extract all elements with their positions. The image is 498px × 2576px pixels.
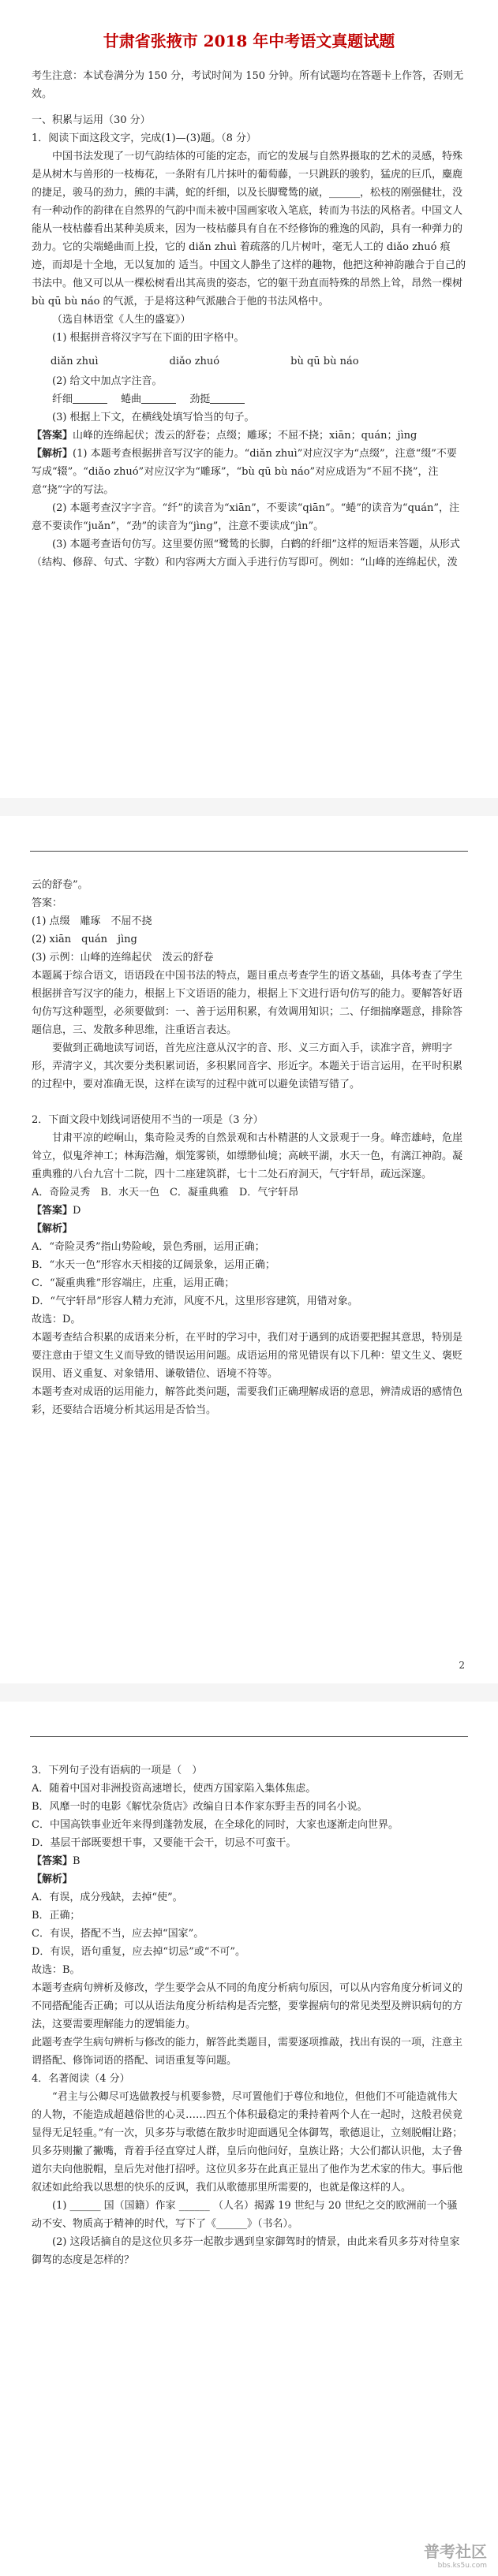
watermark-text: 普考社区 xyxy=(424,2542,487,2561)
pinyin-item: bù qū bù náo xyxy=(290,356,359,367)
sub-question-3: (3) 根据上下文，在横线处填写恰当的句子。 xyxy=(52,412,255,423)
question-2-passage: 甘肃平凉的崆峒山，集奇险灵秀的自然景观和古朴精湛的人文景观于一身。峰峦雄峙，危崖耸立，似鬼斧神工；林海浩瀚，烟笼雾锁，如缥缈仙境；高峡平湖，水天一色，有漓江神韵。凝重典雅的八台九宫十二院，四十二座建筑群，七十二处石府洞天，气宇轩昂，疏远深邃。 xyxy=(32,1132,463,1180)
header-rule xyxy=(30,1736,468,1737)
analysis-text: (2) 本题考查汉字字音。“纤”的读音为“xiān”，不要读“qiān”。“蜷”的读音为“quán”，注意不要读作“juǎn”，“劲”的读音为“jìng”，注意不要读成“jìn”。 xyxy=(32,502,460,532)
explanation-paragraph: 此题考查学生病句辨析与修改的能力，解答此类题目，需要逐项推敲，找出有误的一项，注意主谓搭配、修饰词语的搭配、词语重复等问题。 xyxy=(32,2037,463,2067)
analysis-line: D．“气宇轩昂”形容人精力充沛，风度不凡，这里形容建筑，用错对象。 xyxy=(32,1295,358,1307)
question-3-stem: 3．下列句子没有语病的一项是（ ） xyxy=(32,1765,203,1776)
question-1-stem: 1．阅读下面这段文字，完成(1)—(3)题。（8 分） xyxy=(32,132,257,144)
word-item: 纤细 xyxy=(52,393,73,405)
analysis-line: A．有误，成分残缺，去掉“使”。 xyxy=(32,1892,183,1903)
option-line: A．随着中国对非洲投资高速增长，使西方国家陷入集体焦虑。 xyxy=(32,1783,316,1795)
answer-block xyxy=(32,427,466,445)
analysis-line: C．有误，搭配不当，应去掉“国家”。 xyxy=(32,1928,204,1940)
pinyin-item: diǎo zhuó xyxy=(169,356,220,367)
option-line: C．中国高铁事业近年来得到蓬勃发展，在全球化的同时，大家也逐渐走向世界。 xyxy=(32,1819,399,1831)
pinyin-item: diǎn zhuì xyxy=(51,356,99,367)
header-rule xyxy=(30,851,468,852)
analysis-tag: 【解析】 xyxy=(32,1873,73,1885)
answer-text: 山峰的连绵起伏；泼云的舒卷；点缀；雕琢；不屈不挠；xiān；quán；jìng xyxy=(73,430,417,442)
answer-heading: 答案： xyxy=(32,897,63,909)
site-watermark xyxy=(424,2539,487,2570)
analysis-tag: 【解析】 xyxy=(32,1223,73,1235)
document-page-3 xyxy=(0,1702,498,2576)
answer-tag: 【答案】 xyxy=(32,1855,73,1867)
analysis-block xyxy=(32,1220,466,1238)
explanation-paragraph: 要做到正确地读写词语，首先应注意从汉字的音、形、义三方面入手，读准字音，辨明字形，弄清字义，其次要分类积累词语，多积累同音字、形近字。本题关于语言运用，在平时积累的过程中，要对准确无误，这样在读写的过程中就可以避免读错写错了。 xyxy=(32,1042,463,1090)
analysis-line: C．“凝重典雅”形容端庄，庄重，运用正确； xyxy=(32,1277,235,1289)
analysis-tag: 【解析】 xyxy=(32,448,73,460)
question-4-sub1: (1) ______ 国（国籍）作家 ______ （人名）揭露 19 世纪与 20 世纪之交的欧洲前一个骚动不安、物质高于精神的时代，写下了《______》（书名）。 xyxy=(32,2200,458,2230)
explanation-paragraph: 本题考查病句辨析及修改，学生要学会从不同的角度分析病句原因，可以从内容角度分析词义的不同搭配能否正确；可以从语法角度分析结构是否完整，要掌握病句的常见类型及辨识病句的方法，这要需要理解能力的逻辑能力。 xyxy=(32,1982,463,2030)
section-heading: 一、积累与运用（30 分） xyxy=(32,114,151,126)
question-2-options: A．奇险灵秀 B．水天一色 C．凝重典雅 D．气宇轩昂 xyxy=(32,1187,299,1199)
word-item: 劲挺 xyxy=(189,393,211,405)
question-4-sub2: (2) 这段话摘自的是这位贝多芬一起散步遇到皇家御驾时的情景，由此来看贝多芬对待皇家御驾的态度是怎样的？ xyxy=(32,2236,460,2266)
question-2-stem: 2．下面文段中划线词语使用不当的一项是（3 分） xyxy=(32,1114,264,1126)
analysis-line: B．“水天一色”形容水天相接的辽阔景象，运用正确； xyxy=(32,1259,275,1271)
pinyin-row xyxy=(51,352,466,372)
explanation-paragraph: 本题考查对成语的运用能力，解答此类问题，需要我们正确理解成语的意思，辨清成语的感情色彩，还要结合语境分析其运用是否恰当。 xyxy=(32,1386,463,1416)
analysis-text: (3) 本题考查语句仿写。这里要仿照“鹭鸶的长脚，白鹤的纤细”这样的短语来答题，从形式（结构、修辞、句式、字数）和内容两大方面入手进行仿写即可。例如：“山峰的连绵起伏，泼 xyxy=(32,539,460,569)
answer-blank xyxy=(141,392,176,404)
analysis-block xyxy=(32,445,466,499)
answer-text: D xyxy=(73,1205,81,1217)
result-line: 故选：D。 xyxy=(32,1314,81,1325)
sub-question-2-words xyxy=(32,390,466,408)
explanation-paragraph: 本题属于综合语文，语语段在中国书法的特点，题目重点考查学生的语文基础，具体考查了学生根据拼音写汉字的能力，根据上下文语语的能力，根据上下文进行语句仿写的能力。要解答好语句仿写这种题型，必须要做到：一、善于运用积累，有效调用知识；二、仔细揣摩题意，排除答题信息，三、发散多种思维，注重语言表达。 xyxy=(32,970,463,1036)
page-number: 2 xyxy=(459,1660,465,1671)
answer-line: (2) xiān quán jìng xyxy=(32,934,137,945)
analysis-line: A．“奇险灵秀”指山势险峻，景色秀丽，运用正确； xyxy=(32,1241,265,1253)
answer-blank xyxy=(210,392,245,404)
answer-block xyxy=(32,1852,466,1870)
analysis-block xyxy=(32,1870,466,1888)
answer-text: B xyxy=(73,1855,81,1867)
analysis-line: D．有误，语句重复，应去掉“切忌”或“不可”。 xyxy=(32,1946,246,1958)
sub-question-2: (2) 给文中加点字注音。 xyxy=(52,375,163,387)
sub-question-1: (1) 根据拼音将汉字写在下面的田字格中。 xyxy=(52,332,245,344)
question-1-passage: 中国书法发现了一切气韵结体的可能的定态，而它的发展与自然界摄取的艺术的灵感，特殊是从树木与兽形的一枝梅花，一条附有几片抹叶的葡萄藤，一只跳跃的骏豹，猛虎的巨爪，麋鹿的捷足，骏马的劲力，熊的丰满，蛇的纤细，以及长脚鹭鸶的崴，______，松枝的刚强健壮，没有一种动作的韵律在自然界的气韵中而未被中国画家收入笔底，转而为书法的风格者。中国文人能从一枝枯藤看出某种美质来，因为一枝枯藤具有自在不经修饰的雅逸的风韵，具有一种弹力的劲力。它的尖端蜷曲而上投，它的 diǎn zhuì 着疏落的几片树叶，毫无人工的 diǎo zhuó 痕迹，而却是十全地，无以复加的 适当。中国文人静坐了这样的趣物，他把这种神韵融合于自己的书法中。他又可以从一棵松树看出其高贵的姿态，它的躯干劲直而特殊的昂然上耸，昂然一棵树 bù qū bù náo 的气派，于是将这种气派融合于他的书法风格中。 xyxy=(32,151,466,308)
answer-tag: 【答案】 xyxy=(32,430,73,442)
analysis-line: B．正确； xyxy=(32,1910,81,1922)
question-4-stem: 4．名著阅读（4 分） xyxy=(32,2073,130,2085)
result-line: 故选：B。 xyxy=(32,1964,81,1976)
answer-line: (3) 示例：山峰的连绵起伏 泼云的舒卷 xyxy=(32,952,214,964)
answer-block xyxy=(32,1202,466,1220)
answer-tag: 【答案】 xyxy=(32,1205,73,1217)
explanation-paragraph: 本题考查结合积累的成语来分析，在平时的学习中，我们对于遇到的成语要把握其意思，特别是要注意由于望文生义而导致的错误运用问题。成语运用的常见错误有以下几种：望文生义、褒贬误用、语义重复、对象错用、谦敬错位、语境不符等。 xyxy=(32,1332,463,1380)
option-line: D．基层干部既要想干事，又要能干会干，切忌不可蛮干。 xyxy=(32,1837,297,1849)
exam-notice: 考生注意：本试卷满分为 150 分，考试时间为 150 分钟。所有试题均在答题卡上作答，否则无效。 xyxy=(32,70,464,100)
document-page-1 xyxy=(0,0,498,798)
document-title: 甘肃省张掖市 2018 年中考语文真题试题 xyxy=(103,32,395,50)
watermark-url: bbs.ks5u.com xyxy=(437,2562,487,2570)
continued-text: 云的舒卷”。 xyxy=(32,879,88,891)
answer-blank xyxy=(73,392,107,404)
analysis-text: (1) 本题考查根据拼音写汉字的能力。“diǎn zhuì”对应汉字为“点缀”，注意“缀”不要写成“辍”。“diǎo zhuó”对应汉字为“雕琢”，“bù qū bù náo”对应成语为“不屈不挠”，注意“挠”字的写法。 xyxy=(32,448,457,496)
option-line: B．风靡一时的电影《解忧杂货店》改编自日本作家东野圭吾的同名小说。 xyxy=(32,1801,368,1813)
question-4-passage: “君主与公卿尽可选做教授与机要参赞，尽可置他们于尊位和地位，但他们不可能造就伟大的人物，不能造成超越俗世的心灵……四五个体积最稳定的秉持着两个人在一起时，这般君侯竟显得无足轻重。”有一次，贝多芬与歌德在散步时迎面遇见全体御驾，歌德退让，立刻脱帽让路；贝多芬则撇了撇嘴，背着手径直穿过人群，皇后向他问好，皇族让路；大公们都认识他，太子鲁道尔夫向他脱帽，皇后先对他打招呼。这位贝多芬在此真正显出了他作为艺术家的伟大。事后他叙述如此给我以思想的快乐的反讽，我们从歌德那里所需要的，也就是像这样的人。 xyxy=(32,2091,463,2194)
word-item: 蜷曲 xyxy=(121,393,142,405)
passage-source: （选自林语堂《人生的盛宴》） xyxy=(52,314,191,326)
document-page-2 xyxy=(0,816,498,1683)
answer-line: (1) 点缀 雕琢 不屈不挠 xyxy=(32,915,152,927)
